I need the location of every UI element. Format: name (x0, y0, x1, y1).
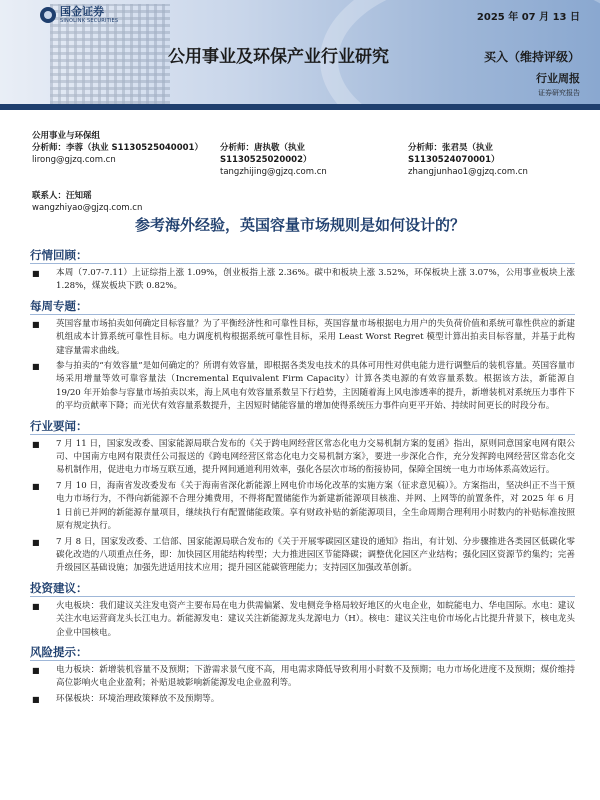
bullet-text: 7 月 8 日，国家发改委、工信部、国家能源局联合发布的《关于开展零碳园区建设的通知》指出，有计划、分步骤推进各类园区低碳化零碳化改造的八项重点任务，即：加快园区用能结构转型；大力推进园区节能降碳；调整优化园区产业结构；强化园区资源节约集约；完善升级园区基础设施；加强先进适用技术应用；提升园区能碳管理能力；支持园区加强改革创新。 (56, 536, 575, 574)
analyst-name: 分析师：张君昊（执业 S1130524070001） (408, 143, 500, 165)
bullet-text: 电力板块：新增装机容量不及预期；下游需求景气度不高，用电需求降低导致利用小时数不及预期；电力市场化进度不及预期；煤价维持高位影响火电企业盈利；补贴退坡影响新能源发电企业盈利等。 (56, 664, 575, 689)
list-item (30, 267, 575, 294)
bullet-square-icon: ■ (32, 362, 40, 372)
bullet-square-icon: ■ (32, 601, 40, 611)
list-item (30, 480, 575, 534)
analyst-email[interactable]: zhangjunhao1@gjzq.com.cn (408, 167, 528, 177)
bullet-text: 本周（7.07-7.11）上证综指上涨 1.09%，创业板指上涨 2.36%。碳中和板块上涨 3.52%，环保板块上涨 3.07%，公用事业板块上涨 1.28%，煤炭板块下跌 0.82%。 (56, 268, 575, 292)
bullet-square-icon: ■ (32, 319, 40, 329)
section-heading-weekly: 每周专题： (30, 299, 575, 315)
analyst-email[interactable]: lirong@gjzq.com.cn (32, 155, 116, 165)
analyst-item (32, 142, 212, 178)
bullet-text: 火电板块：我们建议关注发电资产主要布局在电力供需偏紧、发电侧竞争格局较好地区的火电企业，如皖能电力、华电国际。水电：建议关注水电运营商龙头长江电力。新能源发电：建议关注新能源龙头龙源电力（H）。核电：建议关注电价市场化占比提升背景下，核电龙头企业中国核电。 (56, 600, 575, 638)
report-title: 公用事业及环保产业行业研究 (168, 47, 389, 67)
list-item (30, 536, 575, 576)
report-subtype: 证券研究报告 (538, 89, 580, 97)
list-item (30, 664, 575, 691)
bullet-square-icon: ■ (32, 269, 40, 278)
bullet-square-icon: ■ (32, 439, 40, 449)
contact-email[interactable]: wangzhiyao@gjzq.com.cn (32, 203, 143, 213)
contact-name: 联系人：汪知瑶 (32, 191, 92, 201)
list-item (30, 360, 575, 414)
logo-icon (40, 7, 56, 23)
bullet-text: 7 月 11 日，国家发改委、国家能源局联合发布的《关于跨电网经营区常态化电力交易机制方案的复函》指出，原则同意国家电网有限公司、中国南方电网有限责任公司报送的《跨电网经营区常态化电力交易机制方案》，要进一步深化合作，充分发挥跨电网经营区常态化交易机制作用，促进电力市场互联互通，提升网间通道利用效率，强化各层次市场的衔接协同，保障全国统一电力市场体系高效运行。 (56, 438, 575, 476)
bullet-square-icon: ■ (32, 665, 40, 675)
analyst-block (32, 130, 572, 214)
document-title: 参考海外经验，英国容量市场规则是如何设计的？ (134, 216, 465, 234)
brand-name-en: SINOLINK SECURITIES (60, 18, 119, 24)
brand-logo (40, 6, 118, 24)
section-heading-risk: 风险提示： (30, 645, 575, 661)
section-heading-review: 行情回顾： (30, 248, 575, 264)
report-type: 行业周报 (536, 72, 580, 85)
analyst-item (392, 142, 572, 178)
bullet-text: 参与拍卖的“有效容量”是如何确定的？所谓有效容量，即根据各类发电技术的具体可用性对供电能力进行调整后的装机容量。英国容量市场采用增量等效可靠容量法（Incremental Equivalent Firm Capacity）计算各类电源的有效容量系数。根据该方法，新能源自 19/20 年开始参与容量市场拍卖以来，海上风电有效容量系数呈下行趋势，主因随着海上风电渗透率的提升，新增装机对系统压力事件下的平均贡献率下降；而光伏有效容量系数提升，主因短时储能容量的增加使得系统压力事件向更平开始、持续时间更长的时段分布。 (56, 361, 575, 412)
bullet-square-icon: ■ (32, 694, 40, 704)
bullet-text: 英国容量市场拍卖如何确定目标容量？为了平衡经济性和可靠性目标，英国容量市场根据电力用户的失负荷价值和系统可靠性供应的新建机组成本计算系统可靠性目标。电力调度机构根据系统可靠性目标，采用 Least Worst Regret 模型计算出拍卖目标容量，并基于此构建容量需求曲线。 (56, 318, 575, 356)
header-stripe (0, 104, 600, 110)
list-item (30, 600, 575, 640)
bullet-text: 环保板块：环境治理政策释放不及预期等。 (56, 693, 220, 704)
report-date: 2025 年 07 月 13 日 (476, 12, 580, 23)
bullet-square-icon: ■ (32, 537, 40, 547)
bullet-square-icon: ■ (32, 481, 40, 491)
list-item (30, 318, 575, 358)
list-item (30, 438, 575, 478)
analyst-email[interactable]: tangzhijing@gjzq.com.cn (220, 167, 327, 177)
rating-label: 买入（维持评级） (483, 50, 580, 64)
section-heading-invest: 投资建议： (30, 581, 575, 597)
report-body (30, 248, 575, 708)
analyst-item (212, 142, 392, 178)
analyst-name: 分析师：唐执敬（执业 S1130525020002） (220, 143, 312, 165)
bullet-text: 7 月 10 日，海南省发改委发布《关于海南省深化新能源上网电价市场化改革的实施方案（征求意见稿）》。方案指出，坚决纠正不当干预电力市场行为，不得向新能源不合理分摊费用，不得将配置储能作为新建新能源项目核准、并网、上网等的前置条件，对 2025 年 6 月 1 日前已并网的新能源存量项目，继续执行有配置储能政策。享有财政补贴的新能源项目，全生命周期合理利用小时数内的补贴标准按照原有规定执行。 (56, 480, 575, 532)
analyst-list (32, 142, 572, 178)
brand-name-cn: 国金证券 (60, 5, 104, 18)
industry-group: 公用事业与环保组 (32, 131, 101, 141)
section-heading-news: 行业要闻： (30, 419, 575, 435)
list-item (30, 693, 575, 706)
contact-block (32, 190, 572, 214)
analyst-name: 分析师：李蓉（执业 S1130525040001） (32, 143, 203, 153)
